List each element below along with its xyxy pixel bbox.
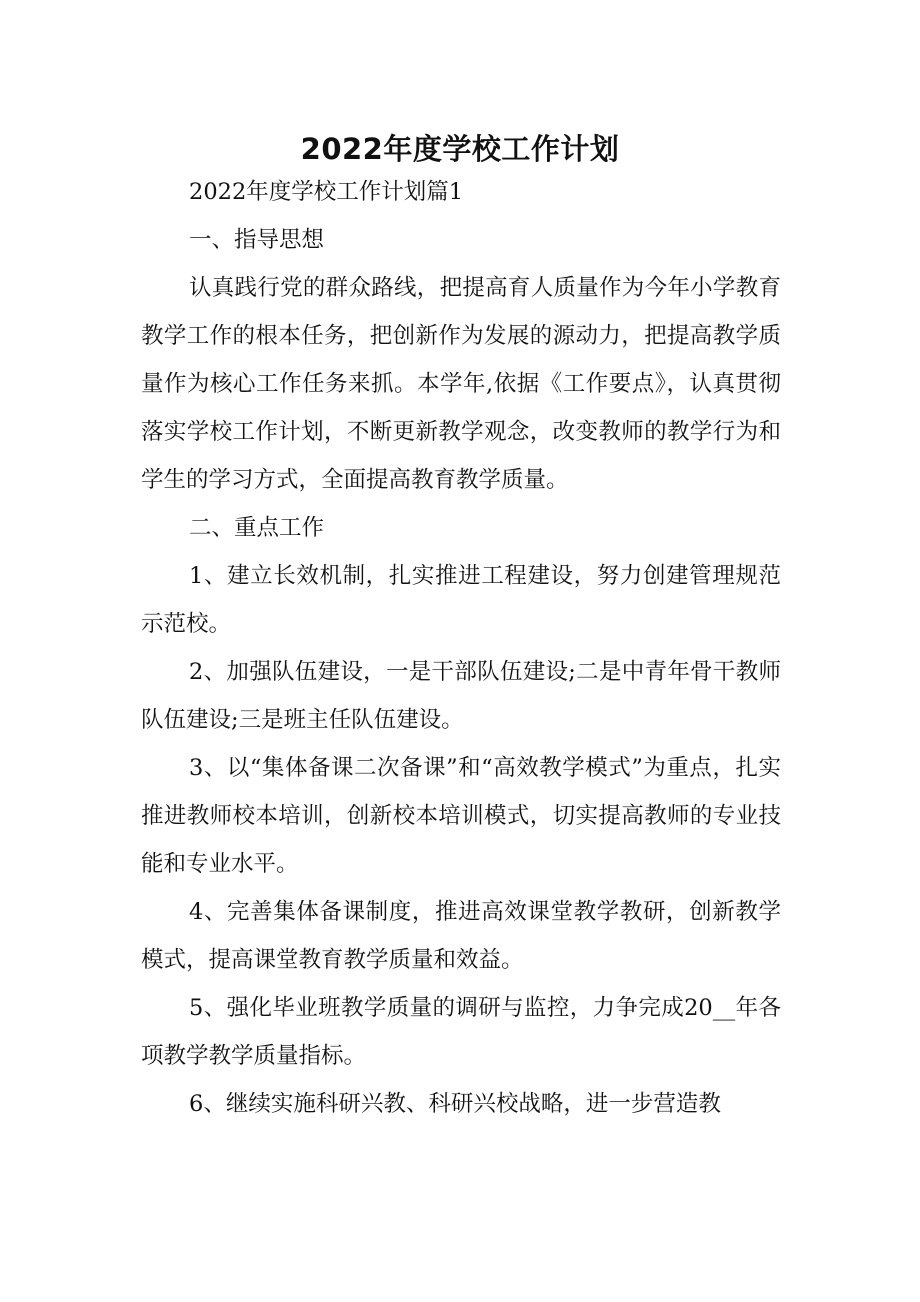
paragraph-item-2: 2、加强队伍建设，一是干部队伍建设;二是中青年骨干教师队伍建设;三是班主任队伍建设。 (141, 659, 781, 733)
paragraph-item-3: 3、以“集体备课二次备课”和“高效教学模式”为重点，扎实推进教师校本培训，创新校本培训模式，切实提高教师的专业技能和专业水平。 (141, 755, 781, 877)
paragraph-guiding-ideology: 认真践行党的群众路线，把提高育人质量作为今年小学教育教学工作的根本任务，把创新作为发展的源动力，把提高教学质量作为核心工作任务来抓。本学年,依据《工作要点》，认真贯彻落实学校工作计划，不断更新教学观念，改变教师的教学行为和学生的学习方式，全面提高教育教学质量。 (141, 275, 781, 493)
paragraph-item-6: 6、继续实施科研兴教、科研兴校战略，进一步营造教 (189, 1091, 721, 1117)
document-body (141, 168, 781, 1128)
paragraph-section-heading: 2022年度学校工作计划篇1 (189, 179, 464, 205)
paragraph-item-4: 4、完善集体备课制度，推进高效课堂教学教研，创新教学模式，提高课堂教育教学质量和效益。 (141, 899, 781, 973)
paragraph-item-1: 1、建立长效机制，扎实推进工程建设，努力创建管理规范示范校。 (141, 563, 781, 637)
paragraph-key-work-heading: 二、重点工作 (189, 515, 325, 541)
paragraph-item-5: 5、强化毕业班教学质量的调研与监控，力争完成20__年各项教学教学质量指标。 (141, 995, 781, 1069)
document-title: 2022年度学校工作计划 (300, 132, 620, 167)
paragraph-guiding-ideology-heading: 一、指导思想 (189, 227, 325, 253)
